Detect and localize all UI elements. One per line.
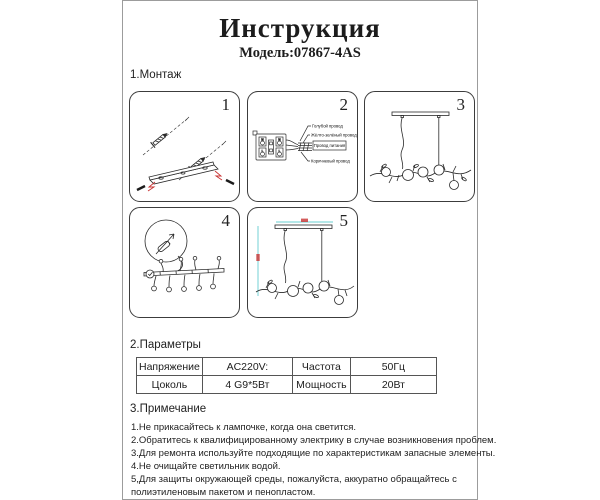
note-item: 3.Для ремонта используйте подходящие по характеристикам запасные элементы. xyxy=(131,448,496,459)
diagram-step-3 xyxy=(364,91,475,202)
section-notes-heading: 3.Примечание xyxy=(130,403,207,415)
screw-icon xyxy=(151,131,169,148)
bulb-icon xyxy=(403,170,414,181)
leader-line xyxy=(301,152,310,161)
power-wire-label: Провод питания xyxy=(313,143,346,149)
diagram-step-1 xyxy=(129,91,240,202)
step-number: 1 xyxy=(221,95,230,114)
blue-wire-label: Голубой провод xyxy=(312,123,343,129)
step-number: 2 xyxy=(339,95,348,114)
diagram-step-2 xyxy=(247,91,358,202)
param-value: 50Гц xyxy=(350,358,436,376)
table-row xyxy=(137,376,437,394)
step-number: 3 xyxy=(456,95,465,114)
page-title: Инструкция xyxy=(219,13,381,43)
diagram-step-5 xyxy=(247,207,358,318)
magnifier-icon xyxy=(145,220,187,262)
notes-list xyxy=(131,421,497,499)
table-row xyxy=(137,358,437,376)
model-number: Модель:07867-4AS xyxy=(239,45,361,61)
param-label: Частота xyxy=(292,358,350,376)
param-label: Цоколь xyxy=(137,376,203,394)
bulb-icon xyxy=(268,284,277,293)
section-params-heading: 2.Параметры xyxy=(130,339,201,351)
bulb-icon xyxy=(434,165,444,175)
param-value: 20Вт xyxy=(350,376,436,394)
bulb-icon xyxy=(288,286,299,297)
bulb-icon xyxy=(319,281,329,291)
param-value: 4 G9*5Вт xyxy=(202,376,292,394)
bulb-icon xyxy=(382,168,391,177)
param-label: Мощность xyxy=(292,376,350,394)
param-value: AC220V: xyxy=(202,358,292,376)
mounting-bracket-icon xyxy=(149,162,218,184)
note-item: 1.Не прикасайтесь к лампочке, когда она светится. xyxy=(131,422,357,433)
terminal-l-label: L xyxy=(261,149,264,153)
terminal-n-label: N xyxy=(278,137,281,142)
instruction-sheet xyxy=(122,0,497,500)
height-dimension-label xyxy=(256,254,259,261)
terminal-n-label: N xyxy=(261,137,264,142)
bulb-icon xyxy=(335,296,344,305)
note-item: 5,Для защиты окружающей среды, пожалуйста, аккуратно обращайтесь с полиэтиленовым пакетом и пенопластом. xyxy=(131,474,457,498)
bulb-icon xyxy=(450,181,459,190)
parameters-table xyxy=(136,357,437,394)
step-number: 4 xyxy=(221,211,230,230)
brown-wire-label: Коричневый провод xyxy=(311,158,350,164)
branch-bar-icon xyxy=(144,269,224,277)
param-label: Напряжение xyxy=(137,358,203,376)
power-cable-icon xyxy=(286,140,312,151)
bulb-icon xyxy=(418,167,428,177)
terminal-l-label: L xyxy=(278,149,281,153)
section-montage-heading: 1.Монтаж xyxy=(130,69,182,81)
yellow-green-wire-label: Жёлто-зелёный провод xyxy=(311,132,357,138)
leader-line xyxy=(303,135,310,143)
bulb-icon xyxy=(303,283,313,293)
note-item: 2.Обратитесь к квалифицированному электрику в случае возникновения проблем. xyxy=(131,435,497,446)
diagram-step-4 xyxy=(129,207,240,318)
note-item: 4.Не очищайте светильник водой. xyxy=(131,461,281,472)
terminal-block-icon xyxy=(253,131,286,160)
droplet-icon xyxy=(152,273,216,292)
width-dimension-label xyxy=(301,219,308,222)
step-number: 5 xyxy=(339,211,348,230)
